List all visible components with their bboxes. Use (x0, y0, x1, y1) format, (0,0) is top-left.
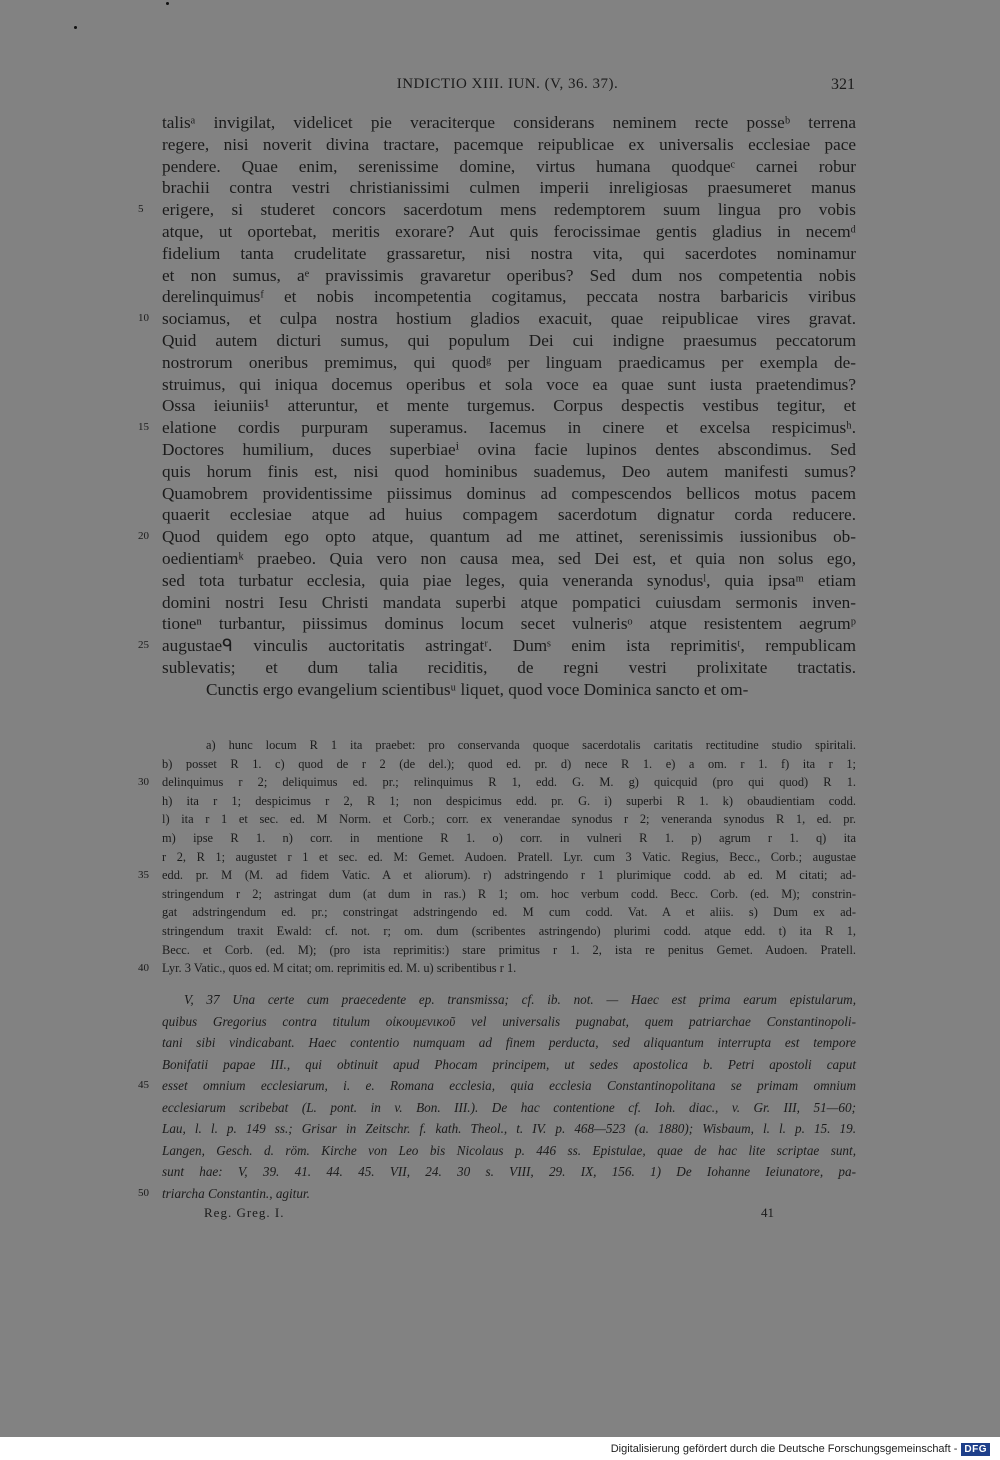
line-number: 40 (138, 962, 149, 975)
dfg-logo: DFG (961, 1443, 990, 1456)
body-line-text: Ossa ieiuniis¹ atteruntur, et mente turgemus. Corpus despectis vestibus tegitur, et (162, 396, 856, 416)
page-footer (204, 1205, 774, 1225)
commentary-line (162, 989, 856, 1011)
body-line (162, 461, 856, 483)
footnote-line (162, 792, 856, 811)
line-number: 45 (138, 1079, 149, 1091)
body-line-text: sed tota turbatur ecclesia, quia piae leges, quia veneranda synodusˡ, quia ipsaᵐ etiam (162, 570, 856, 590)
body-line (162, 679, 856, 701)
body-line (162, 570, 856, 592)
footnote-line (162, 736, 856, 755)
body-line-text: sociamus, et culpa nostra hostium gladios exacuit, quae reipublicae vires gravat. (162, 309, 856, 329)
body-line (162, 483, 856, 505)
commentary-line-text: esset omnium ecclesiarum, i. e. Romana ecclesia, quia ecclesia Constantinopolitana se primam omnium (162, 1078, 856, 1093)
running-title: INDICTIO XIII. IUN. (V, 36. 37). (396, 76, 619, 92)
body-line (162, 330, 856, 352)
commentary-line-text: V, 37 Una certe cum praecedente ep. transmissa; cf. ib. not. — Haec est prima earum epistularum, (184, 992, 856, 1007)
body-line (138, 308, 856, 330)
footnote-line-text: Lyr. 3 Vatic., quos ed. M citat; om. reprimitis ed. M. u) scribentibus r 1. (162, 961, 517, 976)
body-line-text: Quamobrem providentissime piissimus dominus ad compescendos bellicos motus pacem (162, 483, 856, 503)
footnote-line-text: stringendum r 2; astringat dum (at dum in ras.) R 1; om. hoc verbum codd. Becc. Corb. (ed. M); constrin- (162, 886, 856, 901)
body-line (162, 134, 856, 156)
line-number: 25 (138, 639, 149, 652)
credit-text: Digitalisierung gefördert durch die Deutsche Forschungsgemeinschaft - (610, 1443, 958, 1455)
page-number: 321 (831, 76, 855, 93)
commentary-line-text: Lau, l. l. p. 149 ss.; Grisar in Zeitschr. f. kath. Theol., t. IV. p. 468—523 (a. 1880); Wisbaum, l. l. p. 15. 19. (162, 1121, 856, 1136)
body-line (162, 613, 856, 635)
footnote-line (138, 773, 856, 792)
body-line (138, 417, 856, 439)
body-line-text: Quid autem dicturi sumus, qui populum Dei cui indigne praesumus peccatorum (162, 330, 856, 350)
body-line (138, 199, 856, 221)
body-line-text: tioneⁿ turbantur, piissimus dominus locum secet vulnerisᵒ atque resistentem aegrumᵖ (162, 614, 856, 634)
body-line-text: pendere. Quae enim, serenissime domine, virtus humana quodqueᶜ carnei robur (162, 156, 856, 176)
commentary (138, 989, 856, 1204)
commentary-line-text: sunt hae: V, 39. 41. 44. 45. VII, 24. 30 s. VIII, 29. IX, 156. 1) De Iohanne Ieiunatore, pa- (162, 1164, 856, 1179)
main-text (138, 112, 856, 701)
footnote-line-text: stringendum traxit Ewald: cf. not. r; om. dum (scribentes astringendo) plurimi codd. atque edd. t) ita R 1, (162, 923, 856, 938)
commentary-line-text: tani sibi vindicabant. Haec contentio numquam ad finem perducta, sed aliquantum interrupta est tempore (162, 1035, 856, 1050)
footnote-line-text: edd. pr. M (M. ad fidem Vatic. A et aliorum). r) adstringendo r 1 plurimique codd. ab ed. M citati; ad- (162, 868, 856, 883)
body-line-text: erigere, si studeret concors sacerdotum mens redemptorem suum lingua pro vobis (162, 200, 856, 220)
body-line-text: oedientiamᵏ praebeo. Quia vero non causa mea, sed Dei est, et quia non solus ego, (162, 548, 856, 568)
body-line (162, 352, 856, 374)
sheet-number: 41 (761, 1205, 774, 1220)
footnote-line-text: b) posset R 1. c) quod de r 2 (de del.); quod ed. pr. d) nece R 1. e) a om. r 1. f) ita r 1; (162, 756, 856, 771)
body-line (162, 156, 856, 178)
body-line (162, 374, 856, 396)
body-line-text: sublevatis; et dum talia reciditis, de regni vestri prolixitate tractatis. (162, 657, 856, 677)
commentary-line-text: Langen, Gesch. d. röm. Kirche von Leo bis Nicolaus p. 446 ss. Epistulae, quae de hac lite scriptae sunt, (162, 1142, 856, 1158)
body-line (162, 548, 856, 570)
commentary-line (162, 1140, 856, 1162)
body-line-text: nostrorum oneribus premimus, qui quodᵍ per linguam praedicamus per exempla de- (162, 352, 856, 372)
body-line (162, 592, 856, 614)
body-line (162, 286, 856, 308)
signature-mark: Reg. Greg. I. (204, 1205, 285, 1220)
commentary-line-text: triarcha Constantin., agitur. (162, 1185, 310, 1201)
line-number: 20 (138, 530, 149, 543)
commentary-line-text: Bonifatii papae III., qui obtinuit apud Phocam principem, ut sedes apostolica b. Petri apostoli caput (162, 1056, 856, 1072)
body-line-text: domini nostri Iesu Christi mandata superbi atque pompatici cuiusdam sermonis inven- (162, 592, 856, 612)
body-line (162, 504, 856, 526)
commentary-line (162, 1032, 856, 1054)
commentary-line (162, 1011, 856, 1033)
line-number: 50 (138, 1186, 149, 1199)
commentary-line (162, 1161, 856, 1183)
body-line-text: struimus, qui iniqua docemus operibus et sola voce ea quae sunt iusta praetendimus? (162, 374, 856, 394)
footnote-line-text: gat adstringendum ed. pr.; constringat adstringendo ed. M cum codd. Vat. A et aliis. s) Dum ex ad- (162, 905, 856, 920)
body-line-text: regere, nisi noverit divina tractare, pacemque reipublicae ex universalis ecclesiae pace (162, 134, 856, 154)
commentary-line (138, 1075, 856, 1097)
footnote-line-text: Becc. et Corb. (ed. M); (pro ista reprimitis:) stare primitus r 1. 2, ista re penitus Gemet. Audoen. Pratell. (162, 942, 856, 957)
body-line (162, 177, 856, 199)
commentary-line (162, 1097, 856, 1119)
speck-mark (74, 26, 77, 29)
body-line (162, 395, 856, 417)
digitization-credit (0, 1440, 990, 1458)
footnote-line (162, 941, 856, 960)
running-header (160, 76, 855, 98)
footnote-line (162, 848, 856, 867)
footnote-line (162, 885, 856, 904)
body-line-text: augustaeᑫ vinculis auctoritatis astringatʳ. Dumˢ enim ista reprimitisᵗ, rempublicam (162, 636, 856, 656)
line-number: 5 (138, 203, 144, 216)
body-line (138, 526, 856, 548)
commentary-line-text: ecclesiarum scribebat (L. pont. in v. Bon. III.). De hac contentione cf. Ioh. diac., v. Gr. III, 51—60; (162, 1099, 856, 1115)
body-line-text: Cunctis ergo evangelium scientibusᵘ liquet, quod voce Dominica sancto et om- (206, 679, 749, 699)
footnote-line-text: delinquimus r 2; deliquimus ed. pr.; relinquimus R 1, edd. G. M. g) quicquid (pro qui quod) R 1. (162, 775, 856, 790)
body-line-text: fidelium tanta crudelitate grassaretur, nisi nostra vita, qui sacerdotes nominamur (162, 243, 856, 263)
body-line (162, 221, 856, 243)
footnote-line (162, 755, 856, 774)
body-line-text: talisᵃ invigilat, videlicet pie veraciterque considerans neminem recte posseᵇ terrena (162, 113, 856, 132)
body-line-text: derelinquimusᶠ et nobis incompetentia cogitamus, peccata nostra barbaricis viribus (162, 287, 856, 307)
body-line (162, 112, 856, 134)
body-line (162, 265, 856, 287)
footnotes (138, 736, 856, 978)
footnote-line (138, 959, 856, 978)
commentary-line (138, 1183, 856, 1205)
line-number: 30 (138, 776, 149, 789)
commentary-line (162, 1054, 856, 1076)
commentary-line-text: quibus Gregorius contra titulum οἰκουμενικοῦ vel universalis pugnabat, quem patriarchae Constantinopoli- (162, 1013, 856, 1029)
body-line-text: quis horum finis est, nisi quod hominibus suademus, Deo autem manifesti sumus? (162, 461, 856, 481)
body-line-text: et non sumus, aᵉ pravissimis gravaretur operibus? Sed dum nos competentia nobis (162, 265, 856, 285)
footnote-line (162, 829, 856, 848)
footnote-line (138, 866, 856, 885)
body-line (138, 635, 856, 657)
body-line-text: quaerit ecclesiae atque ad huius compagem sacerdotum dignatur corda reducere. (162, 505, 856, 525)
body-line (162, 243, 856, 265)
footnote-line-text: a) hunc locum R 1 ita praebet: pro conservanda quoque sacerdotalis caritatis rectitudine studio spiritali. (206, 738, 856, 752)
body-line-text: brachii contra vestri christianissimi culmen imperii inreligiosas praesumeret manus (162, 178, 856, 198)
footnote-line-text: m) ipse R 1. n) corr. in mentione R 1. o) corr. in vulneri R 1. p) agrum r 1. q) ita (162, 830, 856, 845)
body-line-text: elatione cordis purpuram superamus. Iacemus in cinere et excelsa respicimusʰ. (162, 418, 856, 438)
body-line-text: atque, ut oportebat, meritis exorare? Aut quis ferocissimae gentis gladius in necemᵈ (162, 221, 856, 241)
footnote-line (162, 903, 856, 922)
commentary-line (162, 1118, 856, 1140)
line-number: 15 (138, 421, 149, 434)
body-line (162, 439, 856, 461)
line-number: 35 (138, 869, 149, 882)
speck-mark (166, 2, 169, 5)
footnote-line (162, 810, 856, 829)
footnote-line-text: r 2, R 1; augustet r 1 et sec. ed. M: Gemet. Audoen. Pratell. Lyr. cum 3 Vatic. Regius, Becc., Corb.; augustae (162, 849, 856, 864)
footnote-line-text: h) ita r 1; despicimus r 2, R 1; non despicimus edd. pr. G. i) superbi R 1. k) obaudientiam codd. (162, 793, 856, 808)
body-line (162, 657, 856, 679)
body-line-text: Doctores humilium, duces superbiaeⁱ ovina facie lupinos dentes abscondimus. Sed (162, 439, 856, 459)
footnote-line (162, 922, 856, 941)
line-number: 10 (138, 312, 149, 325)
body-line-text: Quod quidem ego opto atque, quantum ad me attinet, serenissimis iussionibus ob- (162, 527, 856, 547)
footnote-line-text: l) ita r 1 et sec. ed. M Norm. et Corb.; corr. ex venerandae synodus r 2; veneranda synodus R 1, ed. pr. (162, 812, 856, 827)
